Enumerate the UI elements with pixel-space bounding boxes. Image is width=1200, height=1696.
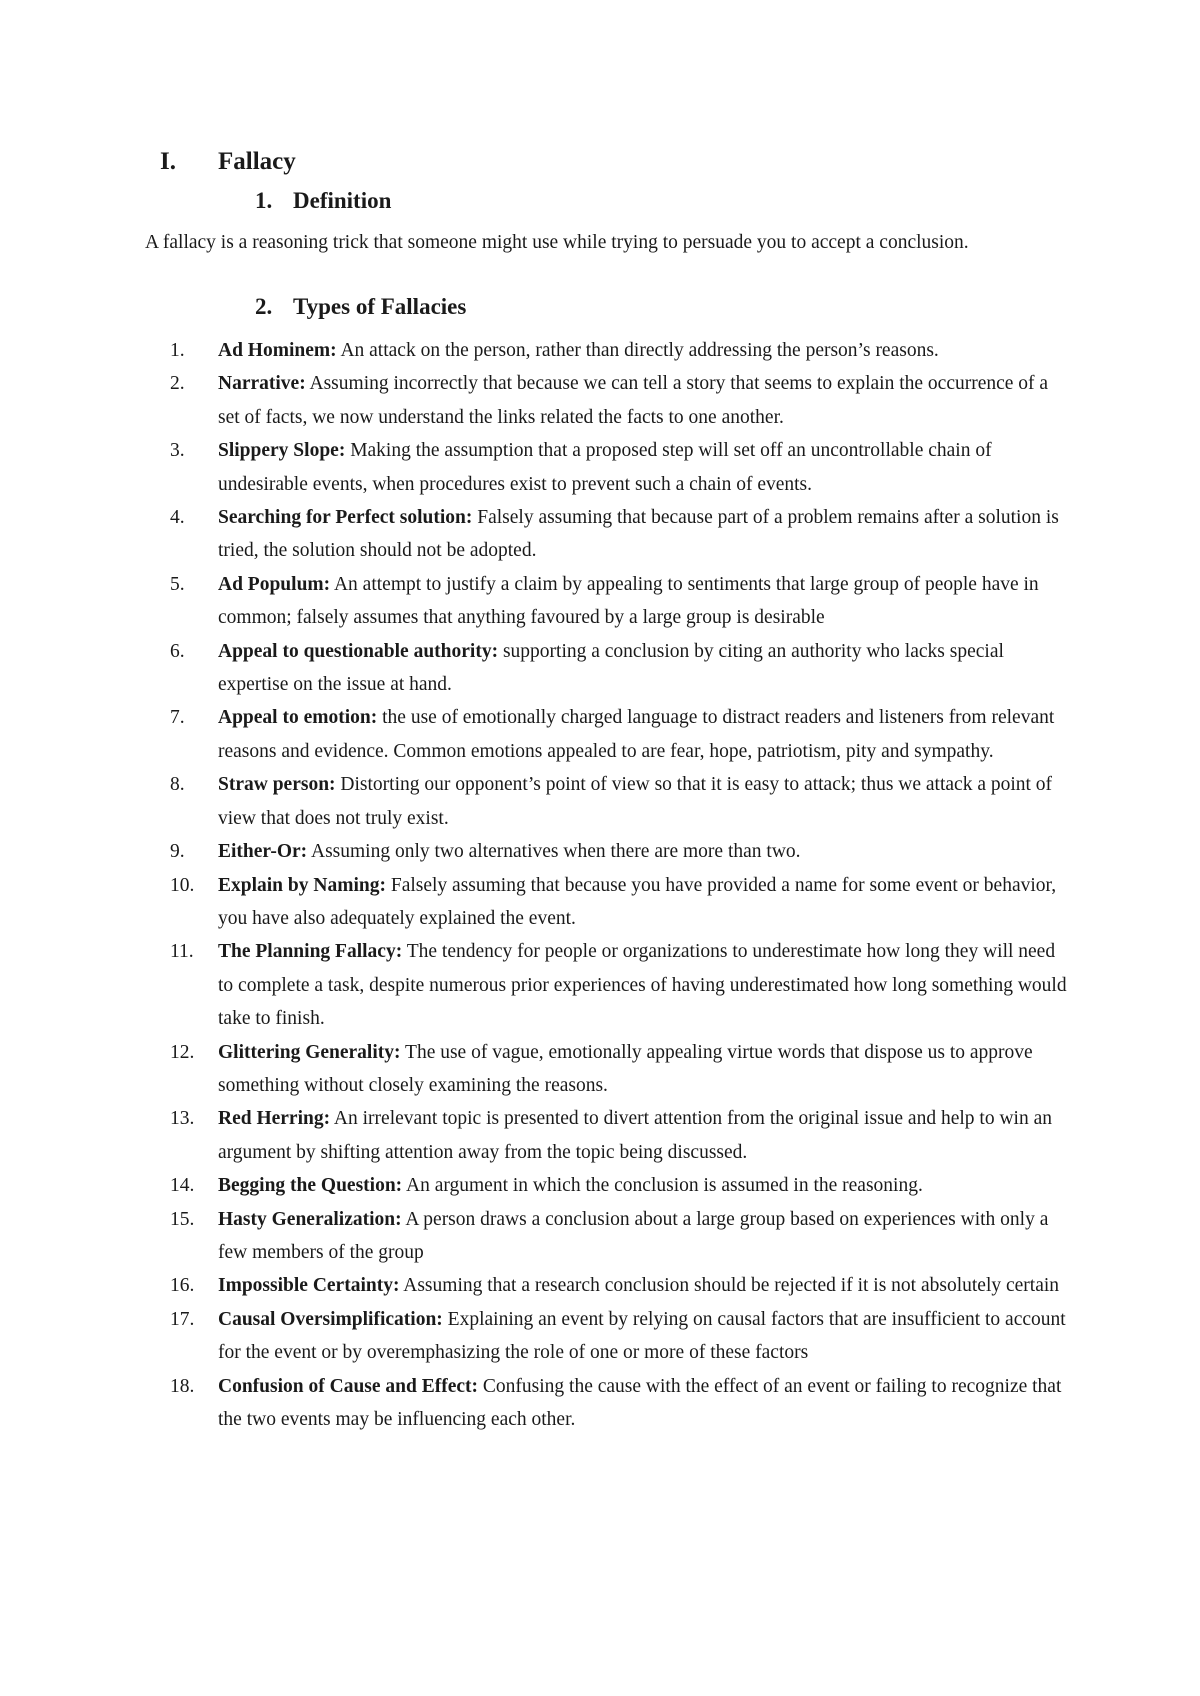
list-item xyxy=(170,1303,1070,1370)
list-item-body xyxy=(218,835,1070,868)
list-item-body xyxy=(218,869,1070,936)
list-item-number: 16. xyxy=(170,1275,195,1297)
fallacy-term: Narrative: xyxy=(218,373,306,395)
fallacy-term: Searching for Perfect solution: xyxy=(218,507,473,529)
types-title: Types of Fallacies xyxy=(293,294,467,319)
list-item-number: 8. xyxy=(170,774,185,796)
fallacy-description: Confusing the cause with the effect of an event or failing to recognize that the two events may be influencing each other. xyxy=(218,1375,1062,1430)
list-item-number: 5. xyxy=(170,573,185,595)
types-heading xyxy=(255,294,466,320)
list-item-body xyxy=(218,1303,1070,1370)
fallacy-term: Hasty Generalization: xyxy=(218,1208,402,1230)
list-item xyxy=(170,1169,1070,1202)
definition-number: 1. xyxy=(255,188,273,213)
list-item xyxy=(170,434,1070,501)
list-item xyxy=(170,935,1070,1035)
list-item-body xyxy=(218,701,1070,768)
list-item xyxy=(170,568,1070,635)
definition-text: A fallacy is a reasoning trick that someone might use while trying to persuade you to accept a conclusion. xyxy=(145,232,969,253)
fallacy-description: The tendency for people or organizations to underestimate how long they will need to complete a task, despite numerous prior experiences of having underestimated how long something would take to finish. xyxy=(218,941,1067,1030)
list-item-number: 10. xyxy=(170,874,195,896)
list-item-body xyxy=(218,501,1070,568)
list-item-body xyxy=(218,1036,1070,1103)
list-item xyxy=(170,1203,1070,1270)
definition-heading xyxy=(255,188,391,214)
fallacy-description: An attempt to justify a claim by appealing to sentiments that large group of people have in common; falsely assumes that anything favoured by a large group is desirable xyxy=(218,573,1039,629)
list-item-number: 4. xyxy=(170,507,185,529)
list-item-body xyxy=(218,635,1070,702)
list-item xyxy=(170,635,1070,702)
fallacy-description: Assuming that a research conclusion should be rejected if it is not absolutely certain xyxy=(403,1275,1060,1297)
fallacy-description: Falsely assuming that because part of a problem remains after a solution is tried, the solution should not be adopted. xyxy=(218,507,1059,562)
fallacy-description: An attack on the person, rather than directly addressing the person’s reasons. xyxy=(340,340,939,361)
fallacy-term: Begging the Question: xyxy=(218,1175,403,1197)
fallacy-description: Assuming incorrectly that because we can tell a story that seems to explain the occurrence of a set of facts, we now understand the links related the facts to one another. xyxy=(218,373,1049,428)
list-item xyxy=(170,701,1070,768)
section-heading xyxy=(160,148,296,176)
list-item-body xyxy=(218,1203,1070,1270)
list-item-body xyxy=(218,367,1070,434)
list-item xyxy=(170,835,1070,868)
list-item-number: 3. xyxy=(170,440,185,462)
fallacy-description: A person draws a conclusion about a large group based on experiences with only a few members of the group xyxy=(218,1208,1049,1263)
list-item-body xyxy=(218,935,1070,1035)
list-item-body xyxy=(218,768,1070,835)
fallacy-description: An argument in which the conclusion is assumed in the reasoning. xyxy=(406,1175,923,1197)
list-item-body xyxy=(218,568,1070,635)
list-item xyxy=(170,1036,1070,1103)
fallacy-description: An irrelevant topic is presented to divert attention from the original issue and help to win an argument by shifting attention away from the topic being discussed. xyxy=(218,1108,1052,1163)
list-item-number: 14. xyxy=(170,1175,195,1197)
list-item xyxy=(170,367,1070,434)
fallacy-description: Falsely assuming that because you have provided a name for some event or behavior, you have also adequately explained the event. xyxy=(218,874,1057,929)
fallacy-description: Distorting our opponent’s point of view so that it is easy to attack; thus we attack a point of view that does not truly exist. xyxy=(218,774,1053,829)
list-item xyxy=(170,768,1070,835)
list-item-number: 18. xyxy=(170,1375,195,1397)
list-item-number: 13. xyxy=(170,1108,195,1130)
fallacy-list xyxy=(170,334,1070,1436)
fallacy-term: Glittering Generality: xyxy=(218,1041,401,1063)
fallacy-description: The use of vague, emotionally appealing virtue words that dispose us to approve something without closely examining the reasons. xyxy=(218,1041,1033,1096)
list-item xyxy=(170,1370,1070,1437)
fallacy-term: Red Herring: xyxy=(218,1108,331,1130)
list-item-number: 7. xyxy=(170,707,185,729)
fallacy-description: Assuming only two alternatives when there are more than two. xyxy=(310,841,801,863)
list-item xyxy=(170,501,1070,568)
list-item-body xyxy=(218,434,1070,501)
list-item-body xyxy=(218,1169,1070,1202)
fallacy-term: Slippery Slope: xyxy=(218,440,346,462)
list-item-number: 2. xyxy=(170,373,185,395)
list-item-body xyxy=(218,1102,1070,1169)
fallacy-description: Making the assumption that a proposed step will set off an uncontrollable chain of undesirable events, when procedures exist to prevent such a chain of events. xyxy=(218,440,992,495)
list-item xyxy=(170,1269,1070,1302)
fallacy-term: Impossible Certainty: xyxy=(218,1275,400,1297)
fallacy-description: the use of emotionally charged language to distract readers and listeners from relevant reasons and evidence. Common emotions appealed to are fear, hope, patriotism, pity and sympathy. xyxy=(218,707,1055,762)
list-item-body xyxy=(218,334,1070,367)
fallacy-term: Either-Or: xyxy=(218,841,308,863)
fallacy-description: supporting a conclusion by citing an authority who lacks special expertise on the issue at hand. xyxy=(218,640,1004,696)
list-item xyxy=(170,1102,1070,1169)
fallacy-term: The Planning Fallacy: xyxy=(218,941,403,963)
fallacy-term: Appeal to questionable authority: xyxy=(218,640,499,662)
list-item xyxy=(170,869,1070,936)
fallacy-term: Causal Oversimplification: xyxy=(218,1308,443,1330)
section-title: Fallacy xyxy=(218,148,296,175)
fallacy-term: Ad Hominem: xyxy=(218,340,337,361)
fallacy-term: Confusion of Cause and Effect: xyxy=(218,1375,479,1397)
list-item-body xyxy=(218,1269,1070,1302)
fallacy-term: Straw person: xyxy=(218,774,336,796)
list-item-number: 15. xyxy=(170,1208,195,1230)
fallacy-term: Appeal to emotion: xyxy=(218,707,378,729)
section-number: I. xyxy=(160,148,176,175)
list-item-number: 9. xyxy=(170,841,185,863)
list-item-number: 6. xyxy=(170,640,185,662)
list-item xyxy=(170,334,1070,367)
list-item-number: 11. xyxy=(170,941,194,963)
definition-title: Definition xyxy=(293,188,392,213)
fallacy-description: Explaining an event by relying on causal factors that are insufficient to account for the event or by overemphasizing the role of one or more of these factors xyxy=(218,1308,1066,1364)
types-number: 2. xyxy=(255,294,273,319)
list-item-number: 1. xyxy=(170,340,185,361)
list-item-body xyxy=(218,1370,1070,1437)
list-item-number: 17. xyxy=(170,1308,195,1330)
fallacy-term: Ad Populum: xyxy=(218,573,331,595)
fallacy-term: Explain by Naming: xyxy=(218,874,386,896)
list-item-number: 12. xyxy=(170,1041,195,1063)
